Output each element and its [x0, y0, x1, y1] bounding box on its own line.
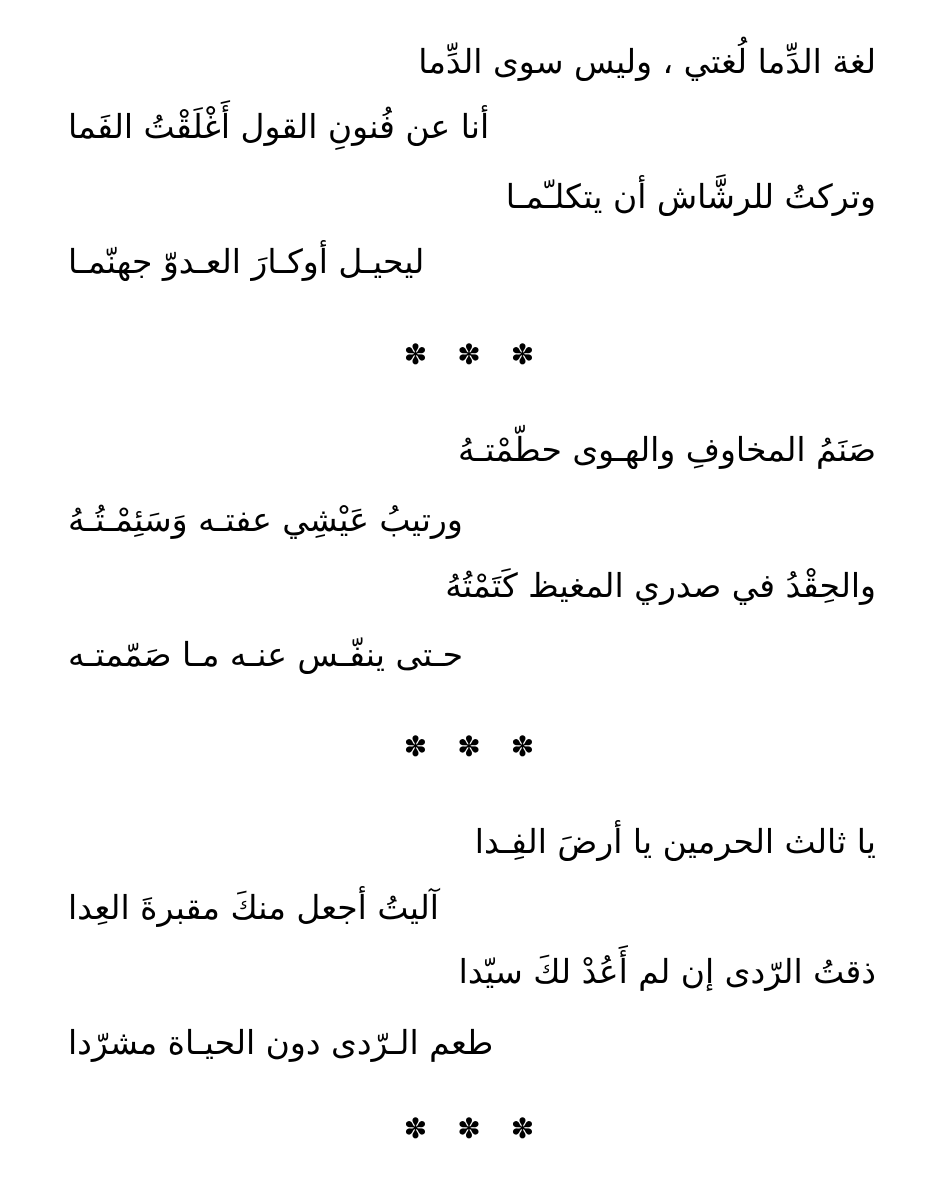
star-ornament-icon: ✽	[510, 1112, 545, 1145]
verse-line: طعم الـرّدى دون الحيـاة مشرّدا	[68, 1023, 494, 1062]
star-ornament-icon: ✽	[403, 730, 438, 763]
verse-line: ذقتُ الرّدى إن لم أَعُدْ لكَ سيّدا	[458, 952, 876, 991]
verse-line: والحِقْدُ في صدري المغيظ كَتَمْتُهُ	[445, 566, 876, 605]
stanza-separator	[0, 732, 948, 762]
star-ornament-icon: ✽	[510, 338, 545, 371]
verse-line: ورتيبُ عَيْشِي عفتـه وَسَئِمْـتُـهُ	[68, 500, 463, 539]
verse-line: وتركتُ للرشَّاش أن يتكلـّمـا	[505, 177, 876, 216]
verse-line: أنا عن فُنونِ القول أَغْلَقْتُ الفَما	[68, 107, 490, 146]
star-ornament-icon: ✽	[457, 1112, 491, 1145]
verse-line: لغة الدِّما لُغتي ، وليس سوى الدِّما	[418, 42, 876, 81]
star-ornament-icon: ✽	[457, 730, 491, 763]
stanza-separator	[0, 1114, 948, 1144]
verse-line: ليحيـل أوكـارَ العـدوّ جهنّمـا	[68, 242, 425, 281]
star-ornament-icon: ✽	[510, 730, 545, 763]
verse-line: صَنَمُ المخاوفِ والهـوى حطّمْتـهُ	[458, 430, 876, 469]
star-ornament-icon: ✽	[457, 338, 491, 371]
stanza-separator	[0, 340, 948, 370]
verse-line: حـتى ينفّـس عنـه مـا صَمّمتـه	[68, 635, 463, 674]
verse-line: يا ثالث الحرمين يا أرضَ الفِـدا	[474, 822, 876, 861]
verse-line: آليتُ أجعل منكَ مقبرةَ العِدا	[68, 888, 439, 927]
star-ornament-icon: ✽	[403, 1112, 438, 1145]
star-ornament-icon: ✽	[403, 338, 438, 371]
